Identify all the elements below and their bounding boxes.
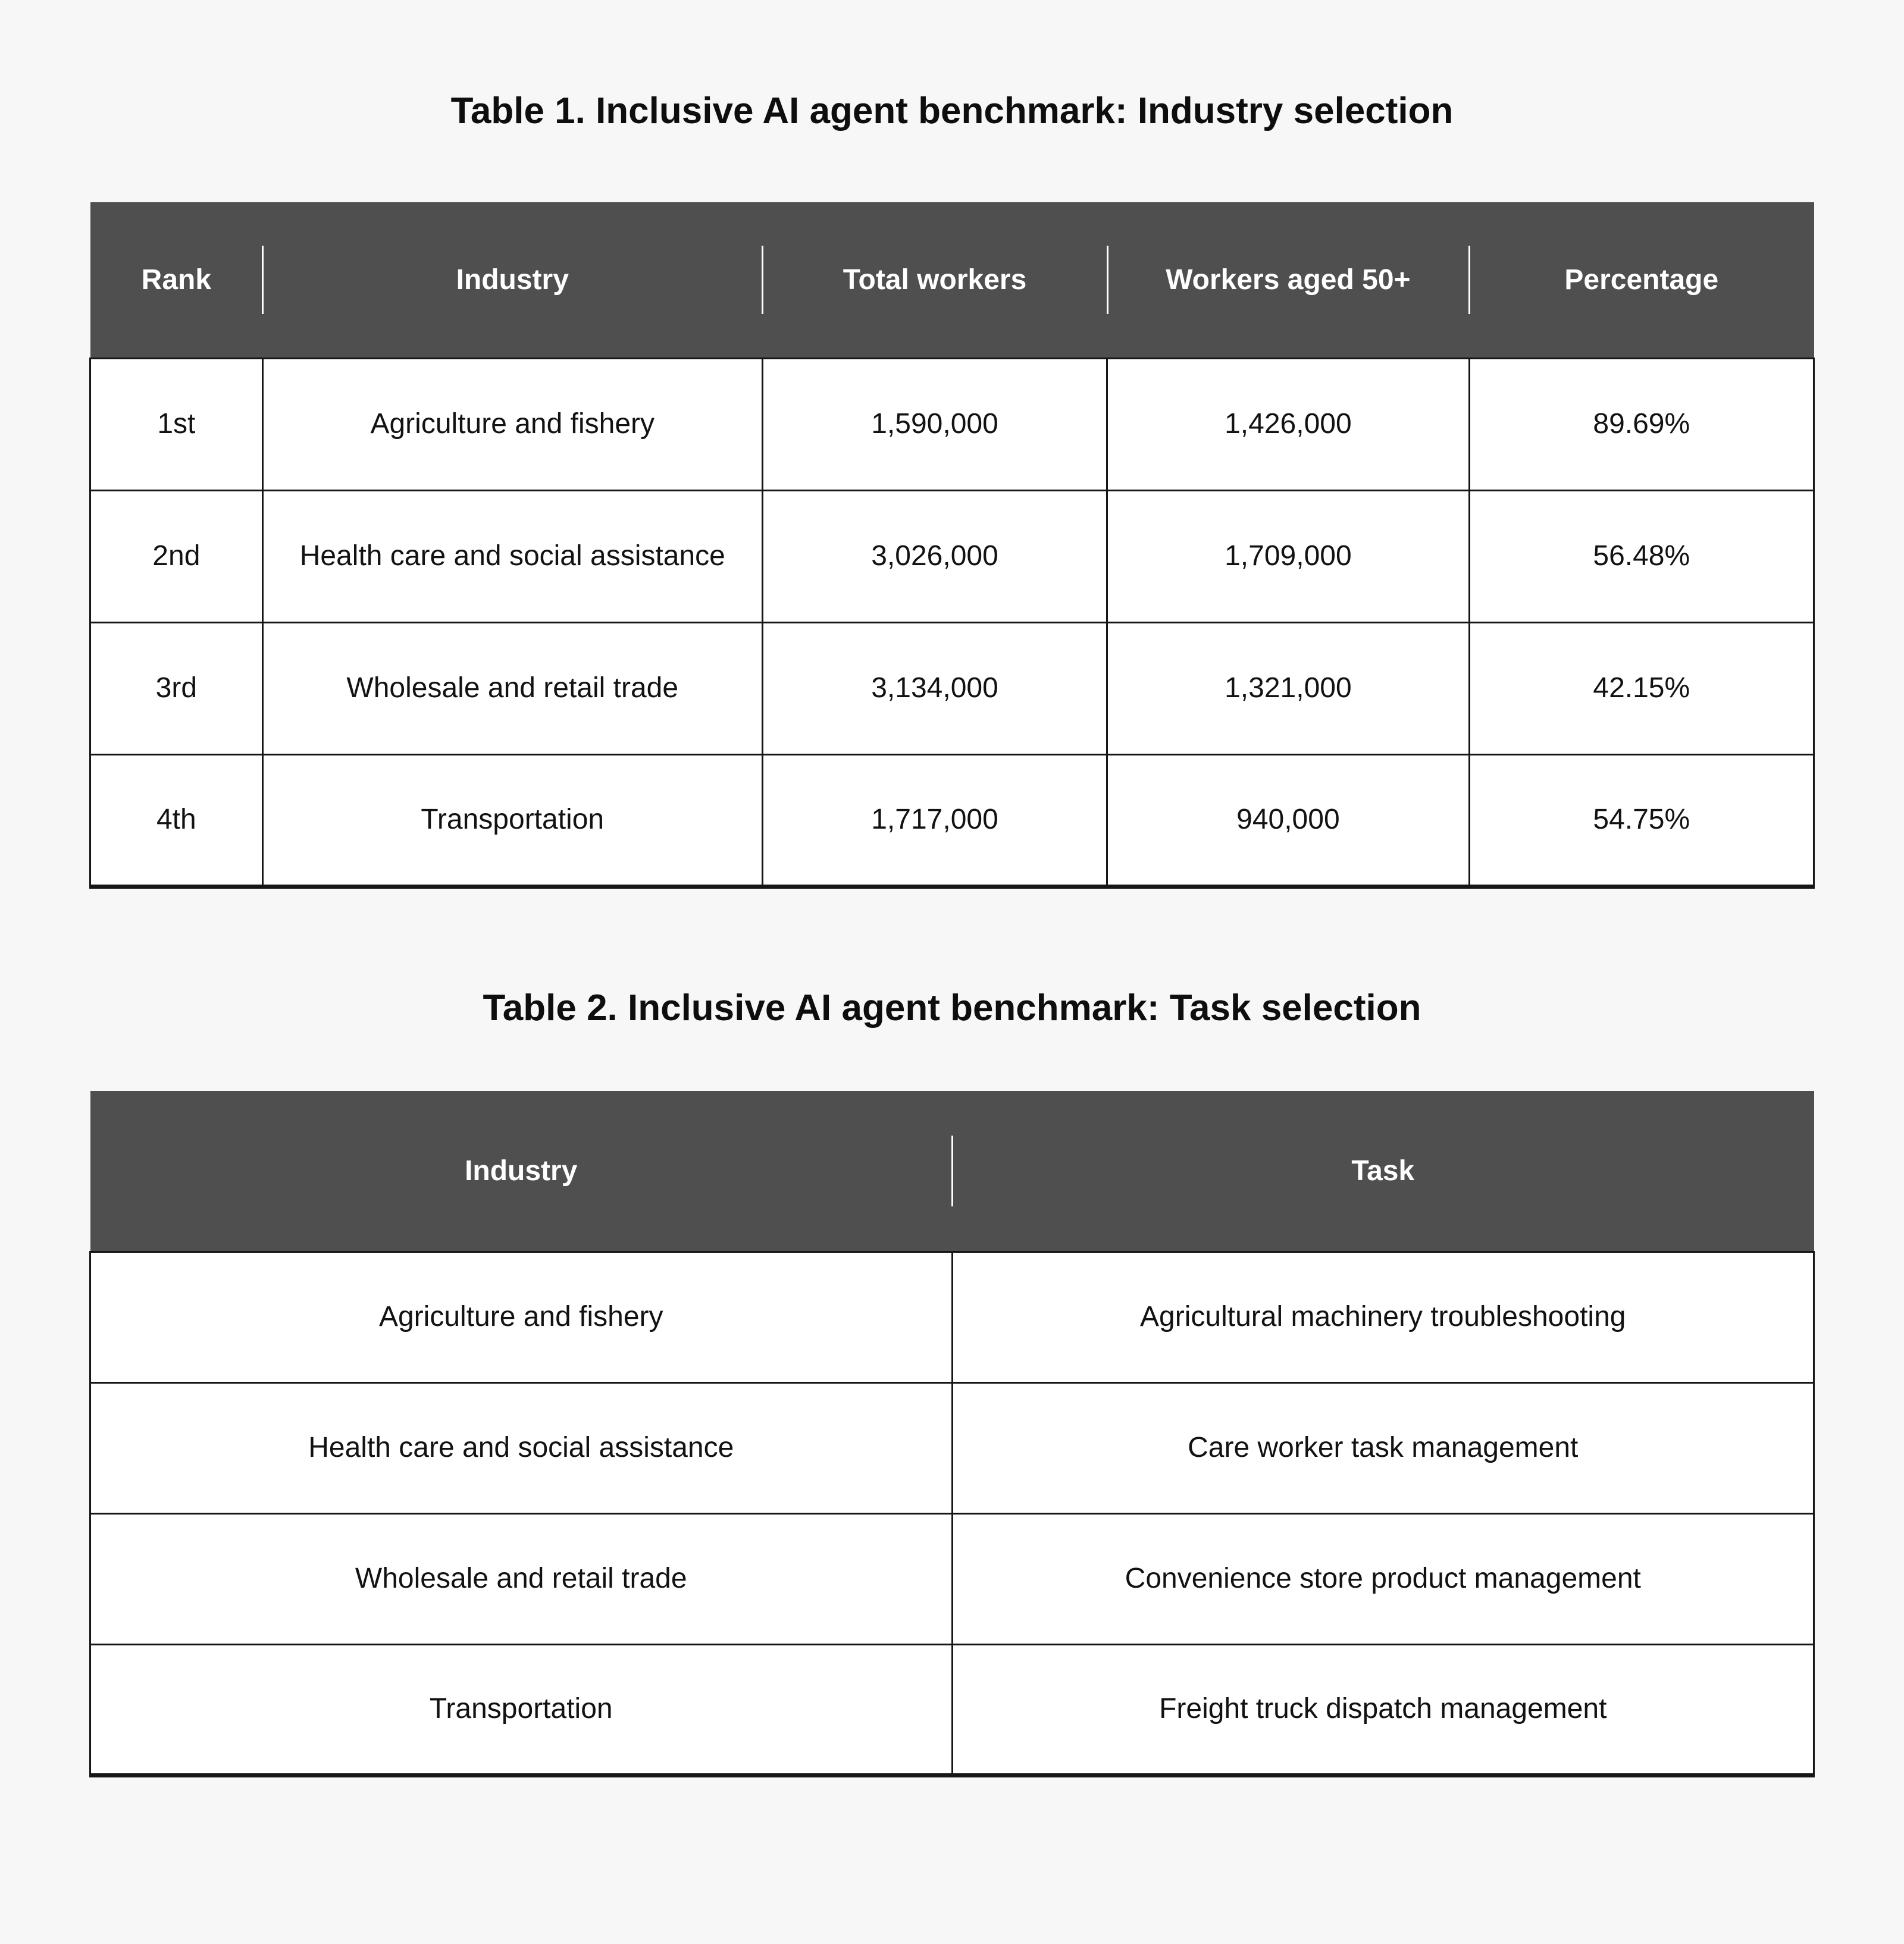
column-header-rank: Rank: [90, 202, 263, 358]
workers-aged-50-cell: 940,000: [1107, 754, 1469, 886]
percentage-cell: 89.69%: [1469, 358, 1814, 490]
column-header-task: Task: [952, 1091, 1814, 1252]
table-row: [90, 490, 1814, 622]
rank-cell: 2nd: [90, 490, 263, 622]
task-cell: Freight truck dispatch management: [952, 1644, 1814, 1775]
total-workers-cell: 1,590,000: [762, 358, 1107, 490]
industry-cell: Transportation: [90, 1644, 953, 1775]
industry-cell: Health care and social assistance: [262, 490, 762, 622]
rank-cell: 1st: [90, 358, 263, 490]
table-row: [90, 1644, 1814, 1775]
column-header-workers-aged-50: Workers aged 50+: [1107, 202, 1469, 358]
workers-aged-50-cell: 1,426,000: [1107, 358, 1469, 490]
industry-cell: Agriculture and fishery: [262, 358, 762, 490]
total-workers-cell: 3,134,000: [762, 622, 1107, 754]
task-selection-table: [89, 1091, 1815, 1777]
industry-cell: Wholesale and retail trade: [90, 1513, 953, 1644]
table-row: [90, 622, 1814, 754]
industry-cell: Health care and social assistance: [90, 1382, 953, 1513]
column-header-industry: Industry: [90, 1091, 953, 1252]
workers-aged-50-cell: 1,709,000: [1107, 490, 1469, 622]
table-row: [90, 1252, 1814, 1382]
percentage-cell: 54.75%: [1469, 754, 1814, 886]
percentage-cell: 56.48%: [1469, 490, 1814, 622]
table-row: [90, 1382, 1814, 1513]
column-header-percentage: Percentage: [1469, 202, 1814, 358]
table-row: [90, 358, 1814, 490]
task-cell: Care worker task management: [952, 1382, 1814, 1513]
task-cell: Convenience store product management: [952, 1513, 1814, 1644]
column-header-total-workers: Total workers: [762, 202, 1107, 358]
total-workers-cell: 1,717,000: [762, 754, 1107, 886]
table2-header-row: [90, 1091, 1814, 1252]
table-row: [90, 1513, 1814, 1644]
table1-title: Table 1. Inclusive AI agent benchmark: Industry selection: [450, 90, 1454, 131]
industry-cell: Transportation: [262, 754, 762, 886]
task-cell: Agricultural machinery troubleshooting: [952, 1252, 1814, 1382]
rank-cell: 3rd: [90, 622, 263, 754]
industry-cell: Wholesale and retail trade: [262, 622, 762, 754]
workers-aged-50-cell: 1,321,000: [1107, 622, 1469, 754]
total-workers-cell: 3,026,000: [762, 490, 1107, 622]
document-page: [0, 89, 1904, 1777]
industry-selection-table: [89, 202, 1815, 889]
table1-header-row: [90, 202, 1814, 358]
table2-title: Table 2. Inclusive AI agent benchmark: Task selection: [483, 987, 1421, 1029]
table-row: [90, 754, 1814, 886]
percentage-cell: 42.15%: [1469, 622, 1814, 754]
column-header-industry: Industry: [262, 202, 762, 358]
industry-cell: Agriculture and fishery: [90, 1252, 953, 1382]
rank-cell: 4th: [90, 754, 263, 886]
